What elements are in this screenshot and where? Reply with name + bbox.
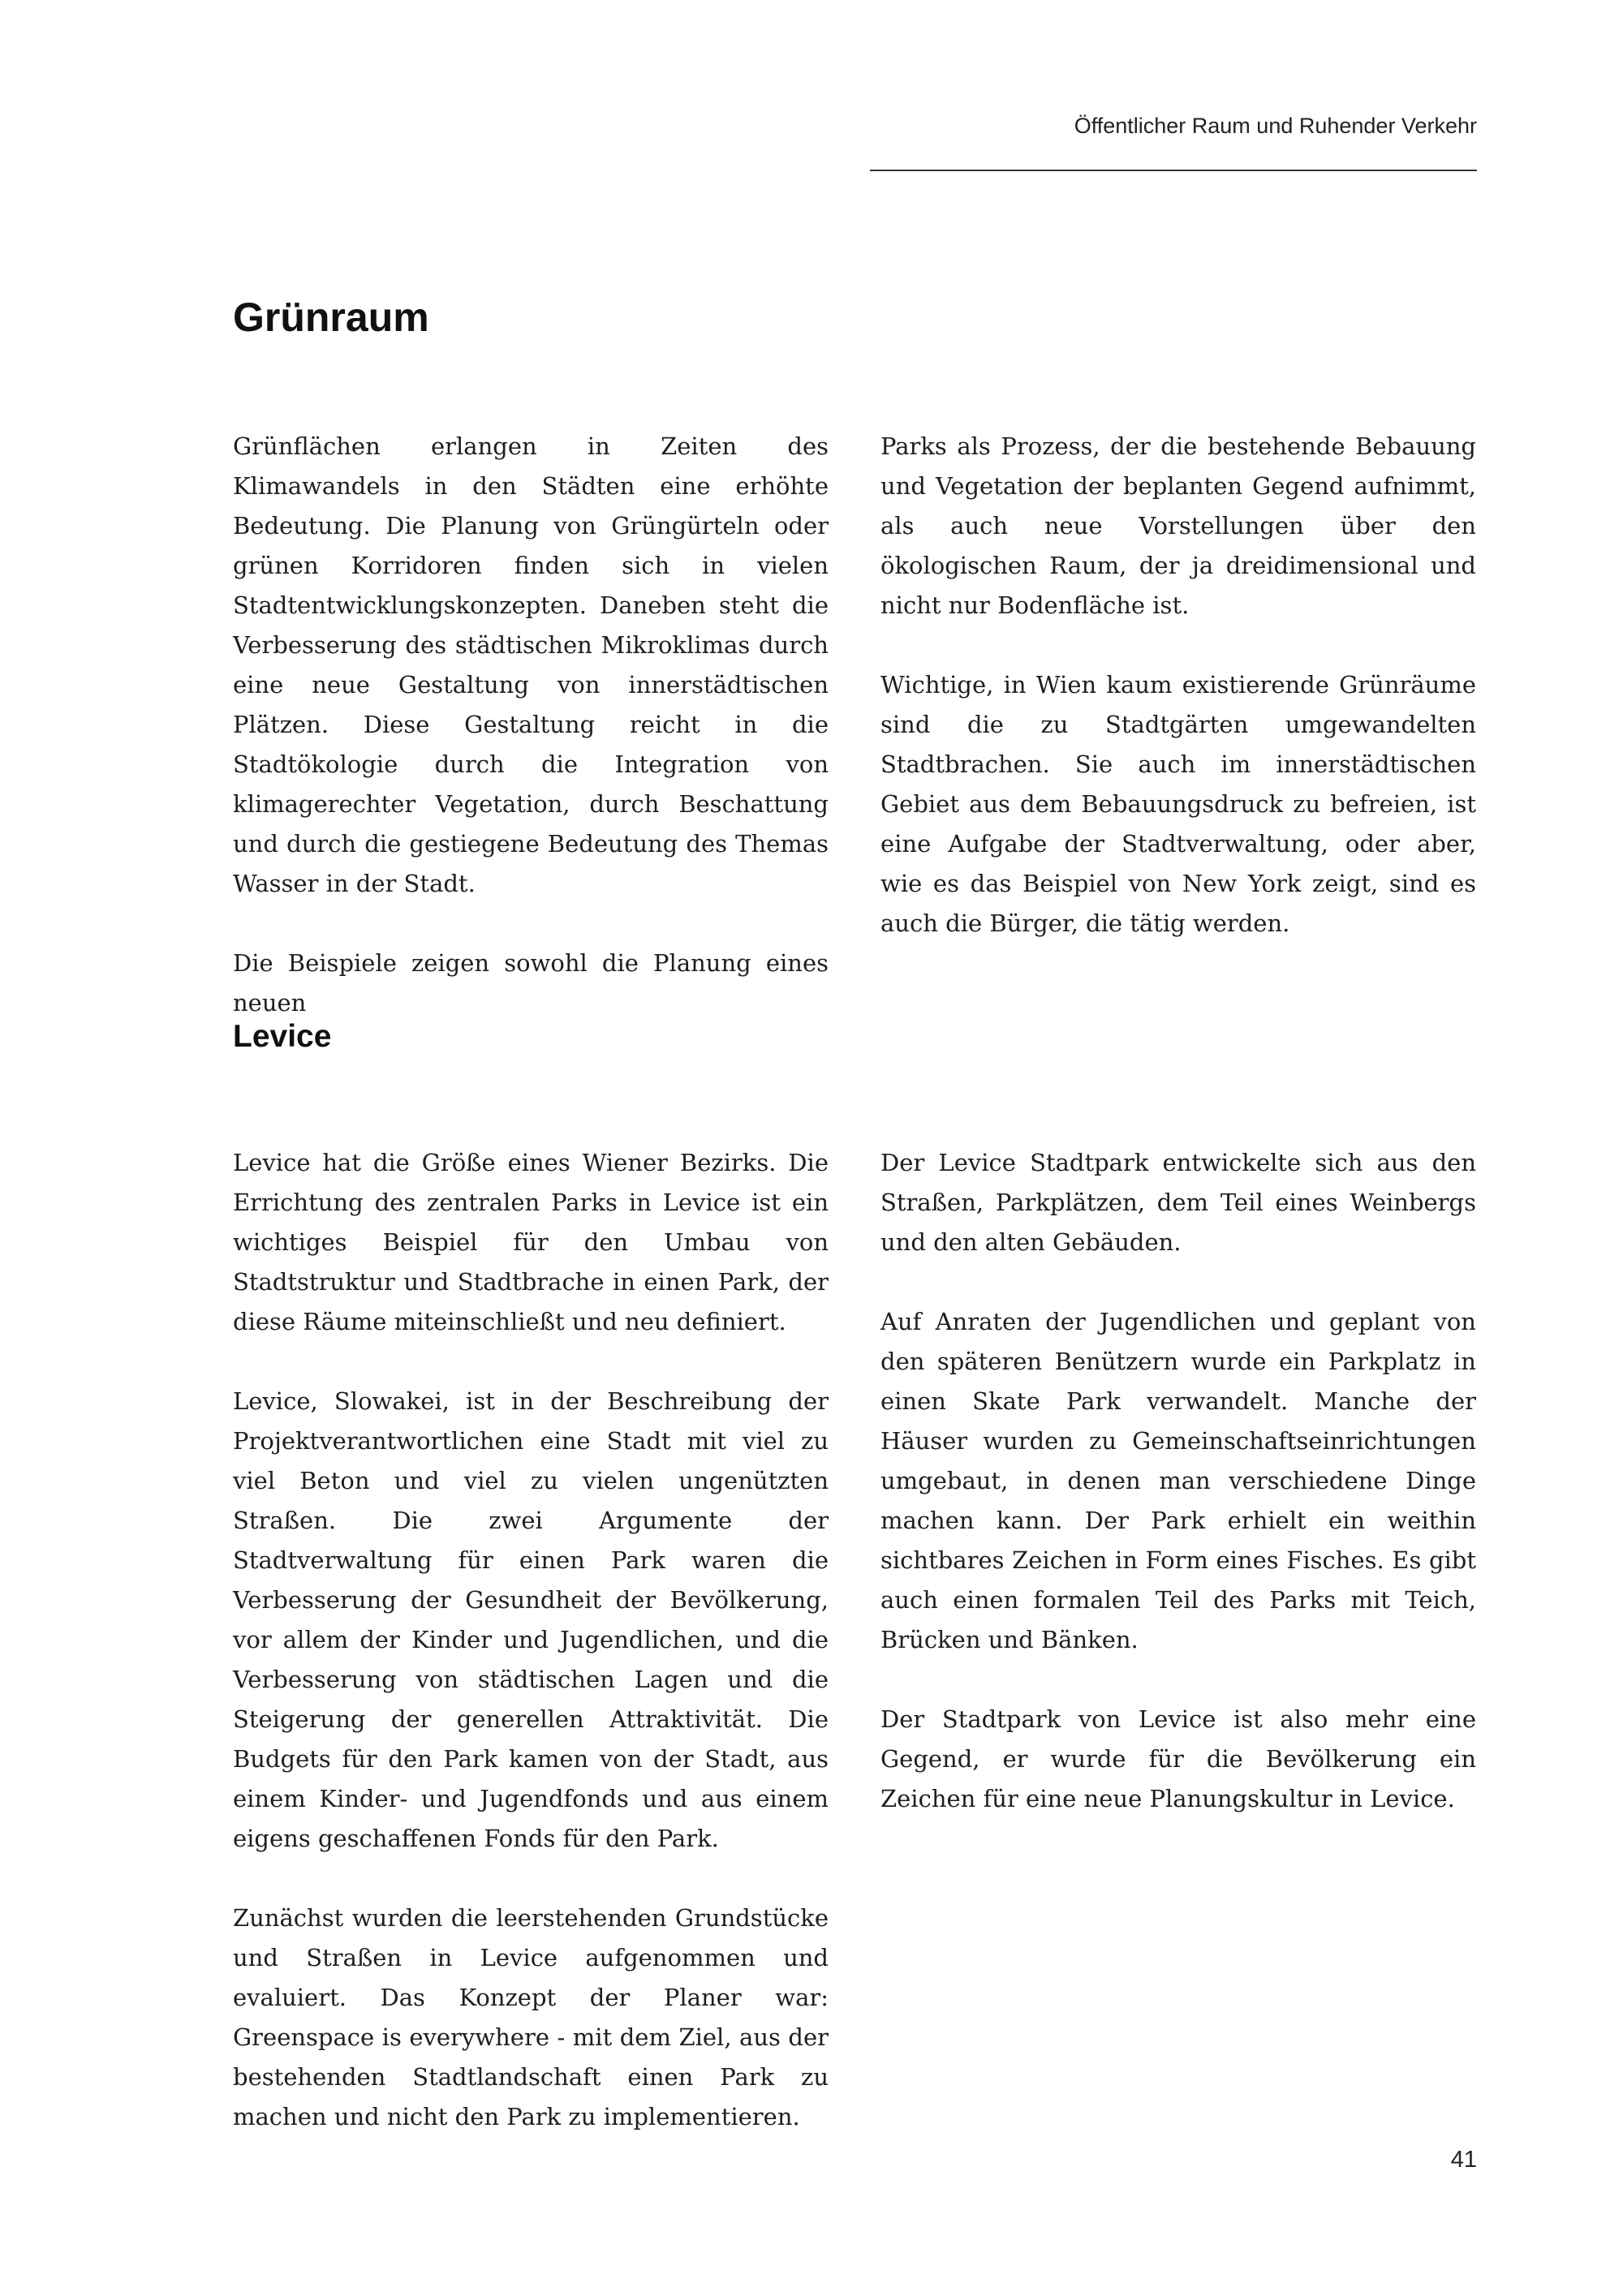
running-header: Öffentlicher Raum und Ruhender Verkehr [1074,114,1477,138]
levice-left-column [233,1143,829,2137]
page-number: 41 [1450,2147,1477,2173]
paragraph: Der Stadtpark von Levice ist also mehr eine Gegend, er wurde für die Bevölkerung ein Zeichen für eine neue Planungskultur in Levice. [880,1705,1476,1812]
header-divider [870,170,1477,171]
gruenraum-left-column [233,427,829,1023]
paragraph: Der Levice Stadtpark entwickelte sich aus den Straßen, Parkplätzen, dem Teil eines Weinbergs und den alten Gebäuden. [880,1149,1476,1256]
paragraph: Zunächst wurden die leerstehenden Grundstücke und Straßen in Levice aufgenommen und evaluiert. Das Konzept der Planer war: Greenspace is everywhere - mit dem Ziel, aus der bestehenden Stadtlandschaft einen Park zu machen und nicht den Park zu implementieren. [233,1904,829,2130]
paragraph: Die Beispiele zeigen sowohl die Planung eines neuen [233,949,829,1017]
paragraph: Levice hat die Größe eines Wiener Bezirks. Die Errichtung des zentralen Parks in Levice ist ein wichtiges Beispiel für den Umbau von Stadtstruktur und Stadtbrache in einen Park, der diese Räume miteinschließt und neu definiert. [233,1149,829,1335]
paragraph: Auf Anraten der Jugendlichen und geplant von den späteren Benützern wurde ein Parkplatz in einen Skate Park verwandelt. Manche der Häuser wurden zu Gemeinschaftseinrichtungen umgebaut, in denen man verschiedene Dinge machen kann. Der Park erhielt ein weithin sichtbares Zeichen in Form eines Fisches. Es gibt auch einen formalen Teil des Parks mit Teich, Brücken und Bänken. [880,1308,1476,1653]
levice-right-column [880,1143,1476,1819]
paragraph: Parks als Prozess, der die bestehende Bebauung und Vegetation der beplanten Gegend aufnimmt, als auch neue Vorstellungen über den ökologischen Raum, der ja dreidimensional und nicht nur Bodenfläche ist. [880,432,1476,619]
paragraph: Wichtige, in Wien kaum existierende Grünräume sind die zu Stadtgärten umgewandelten Stadtbrachen. Sie auch im innerstädtischen Gebiet aus dem Bebauungsdruck zu befreien, ist eine Aufgabe der Stadtverwaltung, oder aber, wie es das Beispiel von New York zeigt, sind es auch die Bürger, die tätig werden. [880,671,1476,937]
section-title-gruenraum: Grünraum [233,295,429,340]
paragraph: Levice, Slowakei, ist in der Beschreibung der Projektverantwortlichen eine Stadt mit viel zu viel Beton und viel zu vielen ungenützten Straßen. Die zwei Argumente der Stadtverwaltung für einen Park waren die Verbesserung der Gesundheit der Bevölkerung, vor allem der Kinder und Jugendlichen, und die Verbesserung von städtischen Lagen und die Steigerung der generellen Attraktivität. Die Budgets für den Park kamen von der Stadt, aus einem Kinder- und Jugendfonds und aus einem eigens geschaffenen Fonds für den Park. [233,1387,829,1852]
section-title-levice: Levice [233,1019,332,1054]
gruenraum-right-column [880,427,1476,944]
paragraph: Grünflächen erlangen in Zeiten des Klimawandels in den Städten eine erhöhte Bedeutung. Die Planung von Grüngürteln oder grünen Korridoren finden sich in vielen Stadtentwicklungskonzepten. Daneben steht die Verbesserung des städtischen Mikroklimas durch eine neue Gestaltung von innerstädtischen Plätzen. Diese Gestaltung reicht in die Stadtökologie durch die Integration von klimagerechter Vegetation, durch Beschattung und durch die gestiegene Bedeutung des Themas Wasser in der Stadt. [233,432,829,897]
